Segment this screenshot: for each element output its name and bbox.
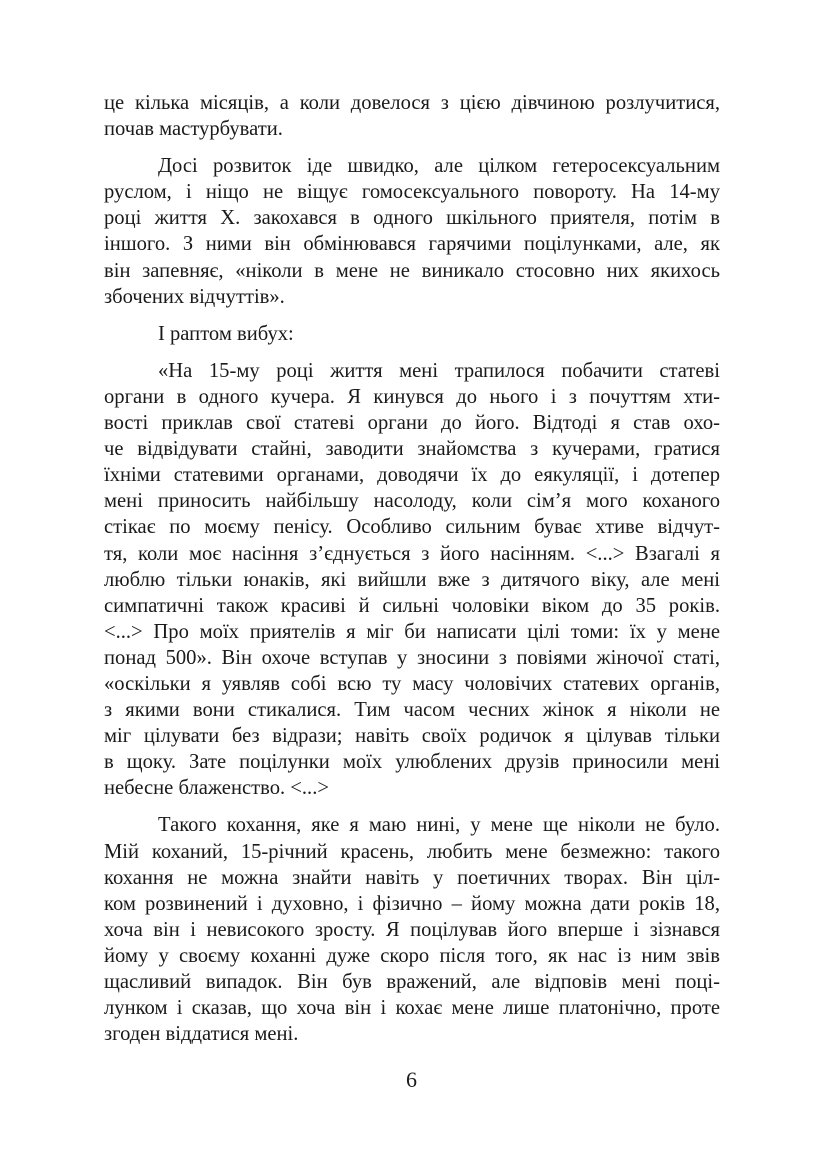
text-line: хоча він і невисокого зросту. Я поцілував його вперше і зізнався bbox=[104, 918, 720, 941]
text-line: в щоку. Зате поцілунки моїх улюблених друзів приносили мені bbox=[104, 751, 720, 774]
text-line: тя, коли моє насіння з’єднується з його насінням. <...> Взагалі я bbox=[104, 542, 720, 565]
text-line: йому у своєму коханні дуже скоро після того, як нас із ним звів bbox=[104, 944, 720, 967]
text-line: згоден віддатися мені. bbox=[104, 1023, 299, 1046]
text-line: кохання не можна знайти навіть у поетичних творах. Він ціл- bbox=[104, 866, 720, 889]
text-line: «оскільки я уявляв собі всю ту масу чоловічих статевих органів, bbox=[104, 672, 720, 695]
text-line: це кілька місяців, а коли довелося з цією дівчиною розлучитися, bbox=[104, 92, 720, 114]
text-line: вості приклав свої статеві органи до його. Відтоді я став охо- bbox=[104, 412, 720, 435]
text-line: І раптом вибух: bbox=[158, 322, 294, 345]
text-line: люблю тільки юнаків, які вийшли вже з дитячого віку, але мені bbox=[104, 568, 720, 591]
text-line: симпатичні також красиві й сильні чоловіки віком до 35 років. bbox=[104, 594, 720, 617]
text-line: Мій коханий, 15-річний красень, любить мене безмежно: такого bbox=[104, 840, 720, 863]
text-line: мені приносить найбільшу насолоду, коли сім’я мого коханого bbox=[104, 490, 720, 513]
text-line: Досі розвиток іде швидко, але цілком гетеросексуальним bbox=[158, 155, 720, 178]
text-line: че відвідувати стайні, заводити знайомства з кучерами, гратися bbox=[104, 438, 720, 461]
text-line: стікає по моєму пенісу. Особливо сильним буває хтиве відчут- bbox=[104, 516, 720, 539]
text-line: органи в одного кучера. Я кинувся до нього і з почуттям хти- bbox=[104, 385, 720, 408]
paragraph-p3 bbox=[104, 321, 720, 347]
text-line: лунком і сказав, що хоча він і кохає мене лише платонічно, проте bbox=[104, 997, 720, 1020]
text-line: «На 15-му році життя мені трапилося побачити статеві bbox=[158, 359, 720, 382]
text-line: щасливий випадок. Він був вражений, але відповів мені поці- bbox=[104, 971, 720, 993]
text-line: <...> Про моїх приятелів я міг би написати цілі томи: їх у мене bbox=[104, 620, 720, 643]
page-number: 6 bbox=[406, 1067, 417, 1092]
text-line: іншого. З ними він обмінювався гарячими поцілунками, але, як bbox=[104, 233, 720, 256]
text-line: ком розвинений і духовно, і фізично – йому можна дати років 18, bbox=[104, 892, 720, 915]
text-line: він запевняє, «ніколи в мене не виникало стосовно них якихось bbox=[104, 259, 720, 282]
text-line: з якими вони стикалися. Тим часом чесних жінок я ніколи не bbox=[104, 699, 720, 722]
paragraph-p5 bbox=[104, 812, 720, 1047]
text-line: понад 500». Він охоче вступав у зносини з повіями жіночої статі, bbox=[104, 646, 720, 669]
page-body bbox=[104, 90, 720, 1058]
paragraph-p1 bbox=[104, 90, 720, 142]
text-line: Такого кохання, яке я маю нині, у мене ще ніколи не було. bbox=[158, 814, 720, 837]
text-line: році життя Х. закохався в одного шкільного приятеля, потім в bbox=[104, 207, 720, 230]
text-line: руслом, і ніщо не віщує гомосексуального повороту. На 14-му bbox=[104, 181, 720, 204]
text-line: небесне блаженство. <...> bbox=[104, 777, 329, 800]
text-line: міг цілувати без відрази; навіть своїх родичок я цілував тільки bbox=[104, 725, 720, 748]
text-line: збочених відчуттів». bbox=[104, 285, 285, 308]
paragraph-p4 bbox=[104, 358, 720, 802]
text-line: почав мастурбувати. bbox=[104, 118, 283, 141]
text-line: їхніми статевими органами, доводячи їх до еякуляції, і дотепер bbox=[104, 464, 720, 487]
paragraph-p2 bbox=[104, 153, 720, 310]
